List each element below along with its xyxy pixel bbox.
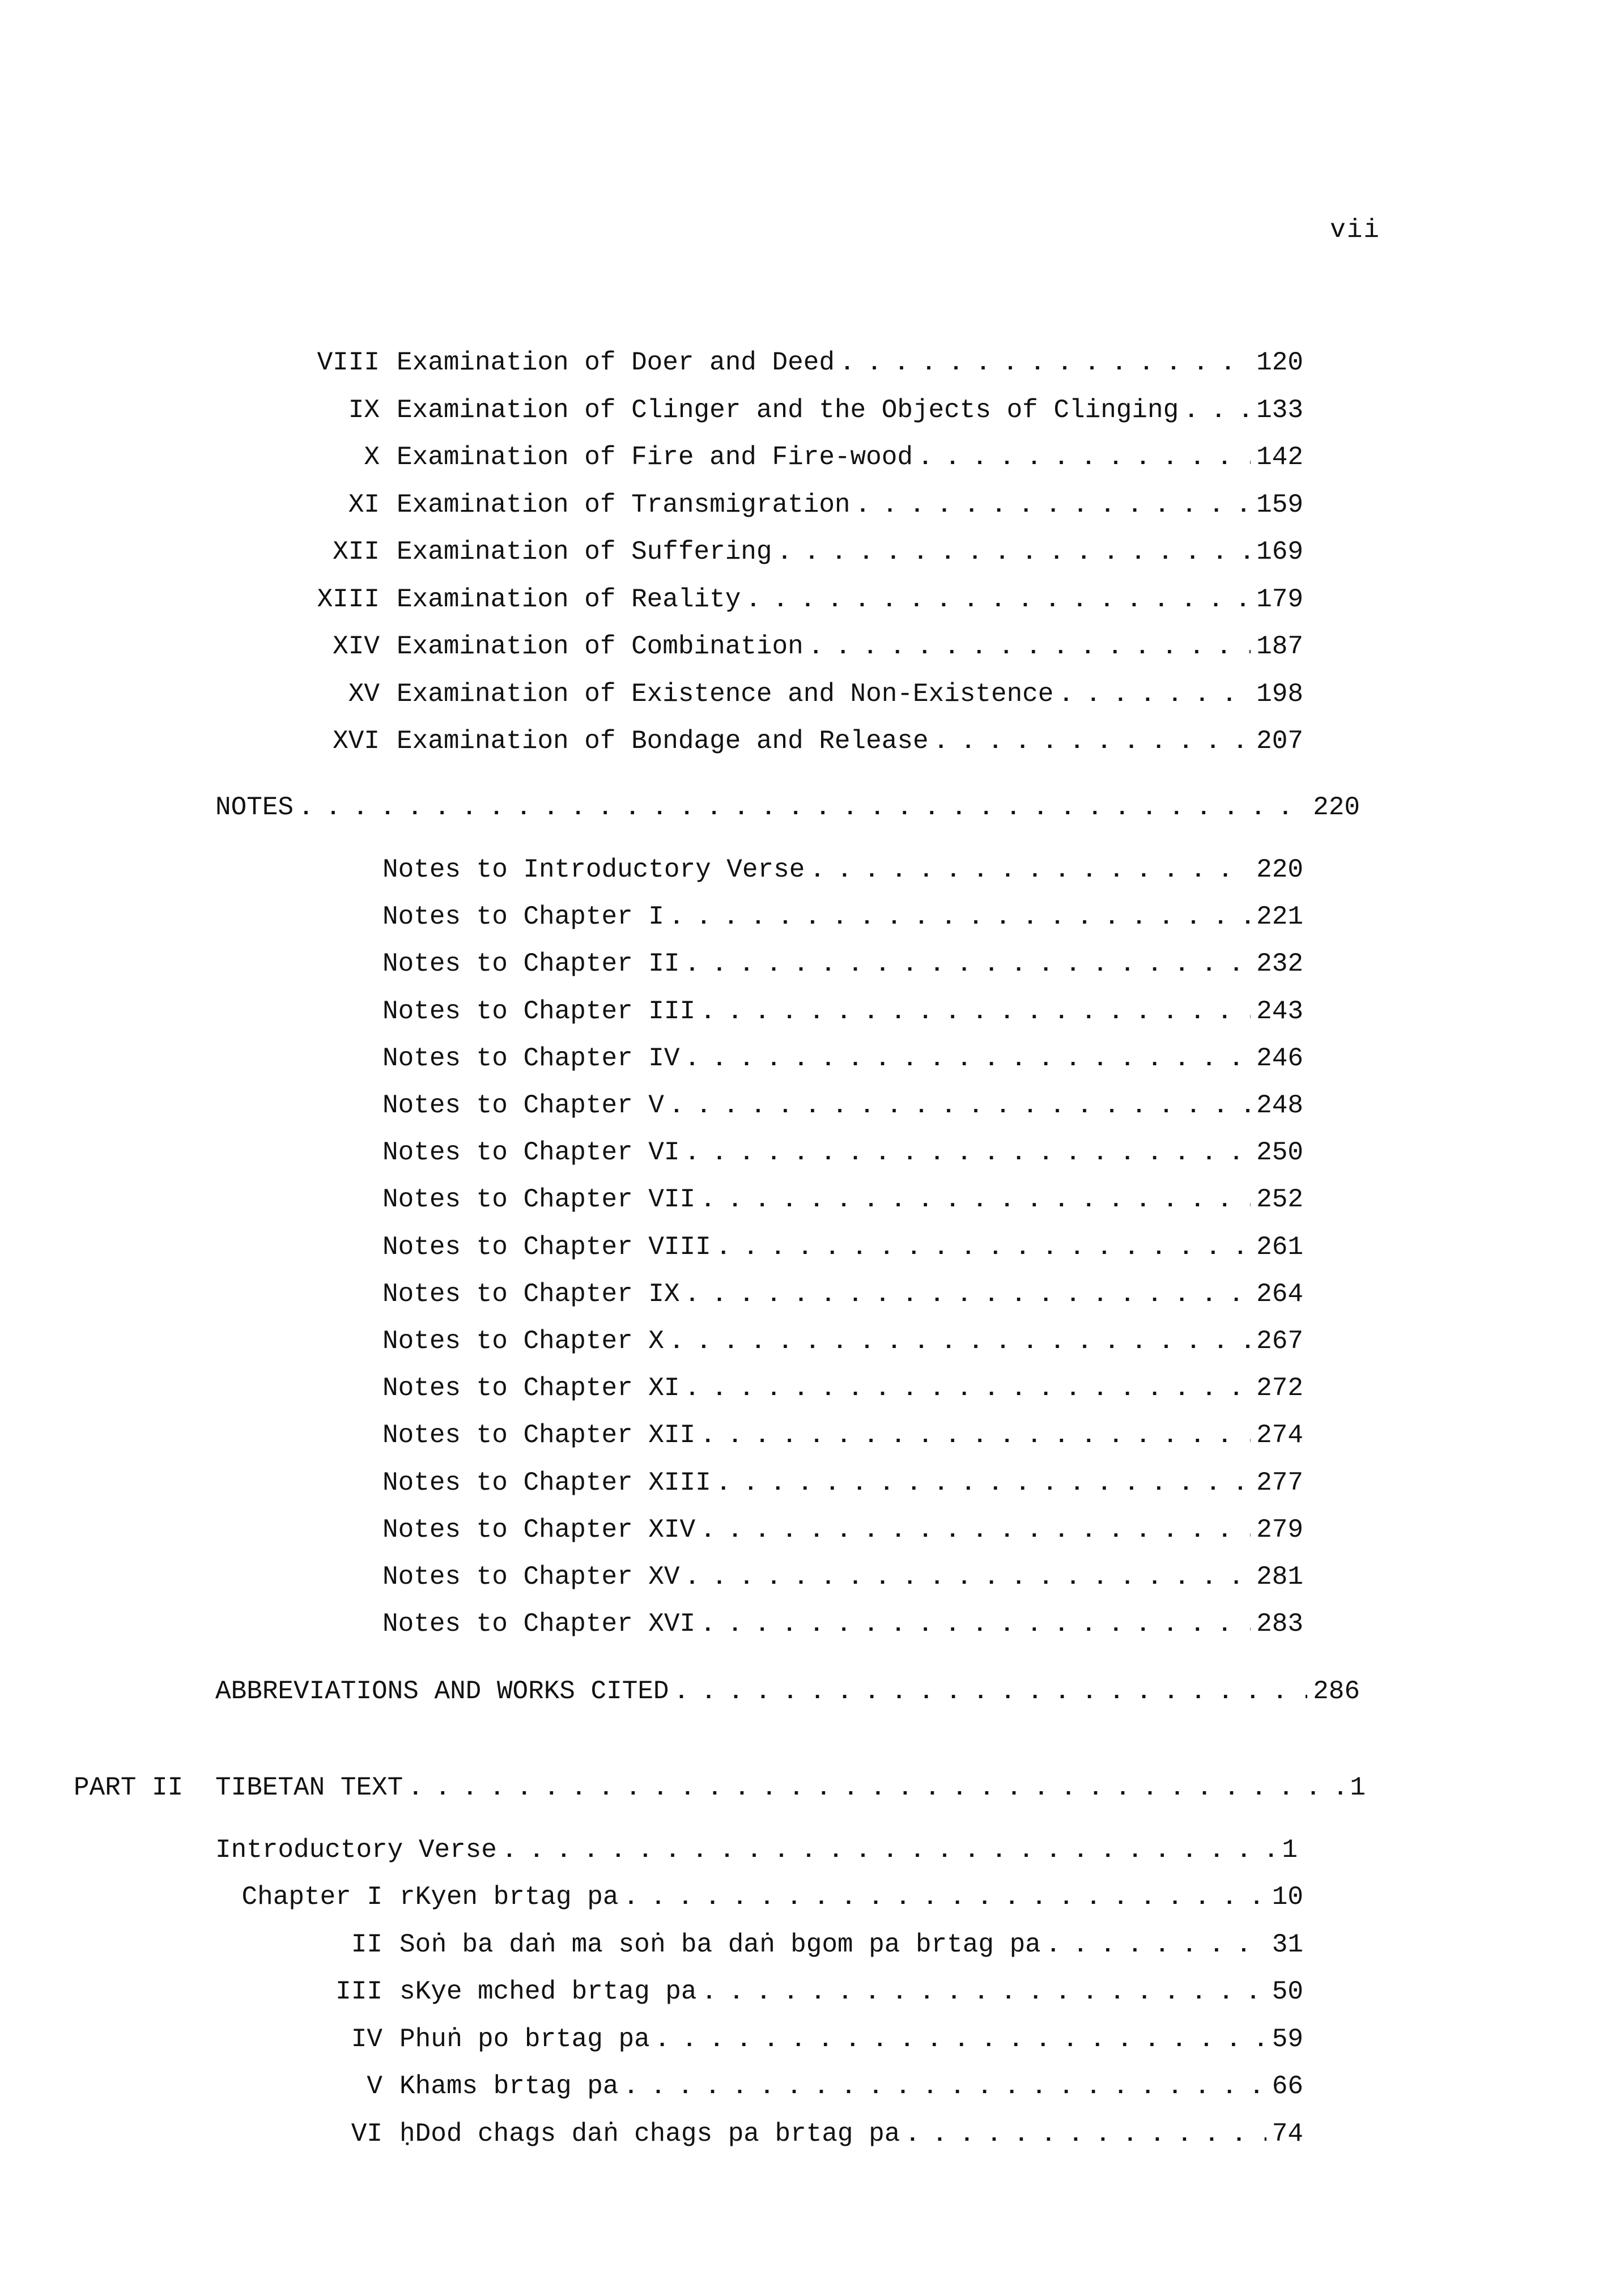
dot-leader	[746, 579, 1251, 624]
entry-page-number: 142	[1256, 443, 1303, 472]
notes-entry	[382, 1366, 1303, 1411]
entry-title: Examination of Clinger and the Objects of Clinging	[397, 395, 1179, 425]
entry-page-number: 220	[1256, 855, 1303, 885]
entry-page-number: 274	[1256, 1421, 1303, 1451]
entry-number: XII	[333, 537, 380, 567]
entry-title: Examination of Combination	[397, 632, 804, 661]
entry-page-number: 272	[1256, 1374, 1303, 1404]
part2-heading	[215, 1765, 1366, 1810]
entry-title: Introductory Verse	[215, 1835, 497, 1865]
entry-title: Examination of Existence and Non-Existence	[397, 679, 1054, 709]
entry-page-number: 267	[1256, 1326, 1303, 1356]
entry-number: II	[351, 1929, 382, 1959]
entry-page-number: 198	[1256, 679, 1303, 709]
entry-page-number: 59	[1272, 2024, 1303, 2054]
entry-page-number: 120	[1256, 348, 1303, 377]
entry-title: Examination of Fire and Fire-wood	[397, 443, 913, 472]
entry-page-number: 159	[1256, 490, 1303, 520]
entry-number: VI	[351, 2119, 382, 2149]
entry-page-number: 179	[1256, 584, 1303, 614]
notes-entry	[382, 1319, 1303, 1364]
dot-leader	[701, 990, 1251, 1036]
entry-title: Notes to Chapter III	[382, 996, 696, 1026]
intro-verse-entry	[215, 1827, 1298, 1873]
dot-leader	[717, 1226, 1251, 1272]
chapter-entry	[289, 388, 1303, 433]
part-label: PART II	[74, 1773, 184, 1802]
entry-number: V	[367, 2072, 382, 2101]
notes-entry	[382, 1130, 1303, 1175]
entry-page-number: 10	[1272, 1882, 1303, 1912]
dot-leader	[503, 1829, 1277, 1874]
dot-leader	[840, 342, 1251, 387]
dot-leader	[701, 1509, 1251, 1554]
entry-title: Notes to Chapter V	[382, 1091, 664, 1120]
entry-page-number: 246	[1256, 1043, 1303, 1073]
notes-entry	[382, 1507, 1303, 1553]
entry-page-number: 277	[1256, 1468, 1303, 1498]
entry-title: ḥDod chags daṅ chags pa brtag pa	[399, 2119, 900, 2149]
dot-leader	[686, 1038, 1251, 1083]
entry-page-number: 286	[1313, 1677, 1360, 1706]
entry-title: Examination of Suffering	[397, 537, 772, 567]
entry-page-number: 279	[1256, 1515, 1303, 1545]
entry-page-number: 261	[1256, 1232, 1303, 1262]
chapter-entry	[289, 529, 1303, 575]
dot-leader	[1059, 673, 1251, 718]
entry-title: Notes to Chapter XIV	[382, 1515, 696, 1545]
notes-entry	[382, 1177, 1303, 1222]
entry-title: Examination of Bondage and Release	[397, 726, 929, 756]
dot-leader	[656, 2018, 1266, 2064]
entry-page-number: 74	[1272, 2119, 1303, 2149]
entry-title: Notes to Introductory Verse	[382, 855, 805, 885]
entry-page-number: 207	[1256, 726, 1303, 756]
entry-number: XV	[348, 679, 380, 709]
entry-title: Notes to Chapter XII	[382, 1421, 696, 1451]
tibetan-chapter-entry	[198, 2017, 1303, 2062]
entry-title: Notes to Chapter VI	[382, 1138, 680, 1168]
notes-entry	[382, 847, 1303, 892]
entry-title: Khams brtag pa	[399, 2072, 619, 2101]
dot-leader	[299, 786, 1307, 832]
dot-leader	[703, 1971, 1266, 2016]
entry-page-number: 1	[1350, 1773, 1366, 1802]
entry-number: IV	[351, 2024, 382, 2054]
tibetan-chapter-entry	[198, 2111, 1303, 2157]
notes-entry	[382, 894, 1303, 939]
dot-leader	[701, 1603, 1251, 1648]
notes-entry	[382, 1601, 1303, 1647]
page-number: vii	[1330, 215, 1380, 245]
entry-title: Phuṅ po brtag pa	[399, 2024, 650, 2054]
entry-title: sKye mched brtag pa	[399, 1977, 697, 2006]
chapter-entry	[289, 624, 1303, 669]
entry-page-number: 283	[1256, 1609, 1303, 1639]
dot-leader	[856, 484, 1251, 529]
entry-title: Notes to Chapter XI	[382, 1374, 680, 1404]
entry-page-number: 250	[1256, 1138, 1303, 1168]
dot-leader	[778, 531, 1251, 576]
chapter-entry	[289, 340, 1303, 385]
dot-leader	[670, 1320, 1251, 1366]
entry-number: XIV	[333, 632, 380, 661]
entry-title: Notes to Chapter IV	[382, 1043, 680, 1073]
entry-page-number: 243	[1256, 996, 1303, 1026]
dot-leader	[686, 943, 1251, 988]
chapter-entry	[289, 435, 1303, 480]
entry-page-number: 66	[1272, 2072, 1303, 2101]
entry-page-number: 187	[1256, 632, 1303, 661]
chapter-entry	[289, 482, 1303, 528]
entry-title: Notes to Chapter I	[382, 902, 664, 932]
entry-number: X	[364, 443, 380, 472]
dot-leader	[1047, 1924, 1266, 1969]
dot-leader	[670, 1085, 1251, 1130]
notes-entry	[382, 989, 1303, 1034]
entry-page-number: 264	[1256, 1279, 1303, 1309]
abbreviations-entry	[215, 1669, 1360, 1714]
entry-title: Notes to Chapter XIII	[382, 1468, 711, 1498]
entry-page-number: 133	[1256, 395, 1303, 425]
entry-title: Notes to Chapter XVI	[382, 1609, 696, 1639]
dot-leader	[675, 1670, 1308, 1716]
dot-leader	[1184, 389, 1251, 435]
tibetan-chapter-entry	[198, 1874, 1303, 1920]
entry-title: Examination of Doer and Deed	[397, 348, 835, 377]
notes-heading	[215, 785, 1360, 830]
dot-leader	[905, 2113, 1266, 2158]
entry-page-number: 50	[1272, 1977, 1303, 2006]
dot-leader	[624, 2065, 1266, 2111]
entry-number: VIII	[317, 348, 380, 377]
dot-leader	[717, 1462, 1251, 1507]
entry-page-number: 221	[1256, 902, 1303, 932]
entry-title: Notes to Chapter VII	[382, 1185, 696, 1215]
entry-page-number: 248	[1256, 1091, 1303, 1120]
dot-leader	[624, 1876, 1266, 1921]
notes-entry	[382, 1413, 1303, 1458]
dot-leader	[670, 896, 1251, 941]
dot-leader	[701, 1414, 1251, 1460]
entry-page-number: 169	[1256, 537, 1303, 567]
entry-title: Examination of Transmigration	[397, 490, 851, 520]
notes-entry	[382, 1460, 1303, 1506]
entry-number: IX	[348, 395, 380, 425]
dot-leader	[686, 1367, 1251, 1413]
entry-title: Notes to Chapter VIII	[382, 1232, 711, 1262]
chapter-entry	[289, 577, 1303, 622]
dot-leader	[810, 849, 1251, 894]
tibetan-chapter-entry	[198, 1922, 1303, 1967]
entry-title: Soṅ ba daṅ ma soṅ ba daṅ bgom pa brtag pa	[399, 1929, 1041, 1959]
entry-title: TIBETAN TEXT	[215, 1773, 403, 1802]
notes-entry	[382, 1224, 1303, 1270]
notes-entry	[382, 1036, 1303, 1081]
entry-title: Examination of Reality	[397, 584, 741, 614]
entry-title: Notes to Chapter XV	[382, 1562, 680, 1592]
entry-title: ABBREVIATIONS AND WORKS CITED	[215, 1677, 669, 1706]
notes-entry	[382, 1554, 1303, 1600]
entry-number: Chapter I	[241, 1882, 382, 1912]
entry-page-number: 220	[1313, 793, 1360, 822]
dot-leader	[686, 1132, 1251, 1177]
dot-leader	[409, 1767, 1344, 1812]
entry-page-number: 1	[1282, 1835, 1298, 1865]
notes-entry	[382, 941, 1303, 987]
dot-leader	[934, 720, 1251, 766]
entry-title: Notes to Chapter X	[382, 1326, 664, 1356]
entry-title: Notes to Chapter IX	[382, 1279, 680, 1309]
entry-page-number: 281	[1256, 1562, 1303, 1592]
entry-title: NOTES	[215, 793, 294, 822]
entry-number: XVI	[333, 726, 380, 756]
dot-leader	[701, 1179, 1251, 1224]
entry-number: III	[335, 1977, 382, 2006]
notes-entry	[382, 1272, 1303, 1317]
entry-number: XIII	[317, 584, 380, 614]
entry-number: XI	[348, 490, 380, 520]
chapter-entry	[289, 671, 1303, 717]
dot-leader	[686, 1273, 1251, 1319]
dot-leader	[919, 436, 1251, 482]
entry-page-number: 31	[1272, 1929, 1303, 1959]
entry-page-number: 232	[1256, 949, 1303, 979]
chapter-entry	[289, 718, 1303, 764]
notes-entry	[382, 1083, 1303, 1128]
dot-leader	[686, 1556, 1251, 1601]
entry-title: Notes to Chapter II	[382, 949, 680, 979]
tibetan-chapter-entry	[198, 1969, 1303, 2014]
tibetan-chapter-entry	[198, 2064, 1303, 2109]
dot-leader	[809, 626, 1251, 671]
entry-page-number: 252	[1256, 1185, 1303, 1215]
entry-title: rKyen brtag pa	[399, 1882, 619, 1912]
